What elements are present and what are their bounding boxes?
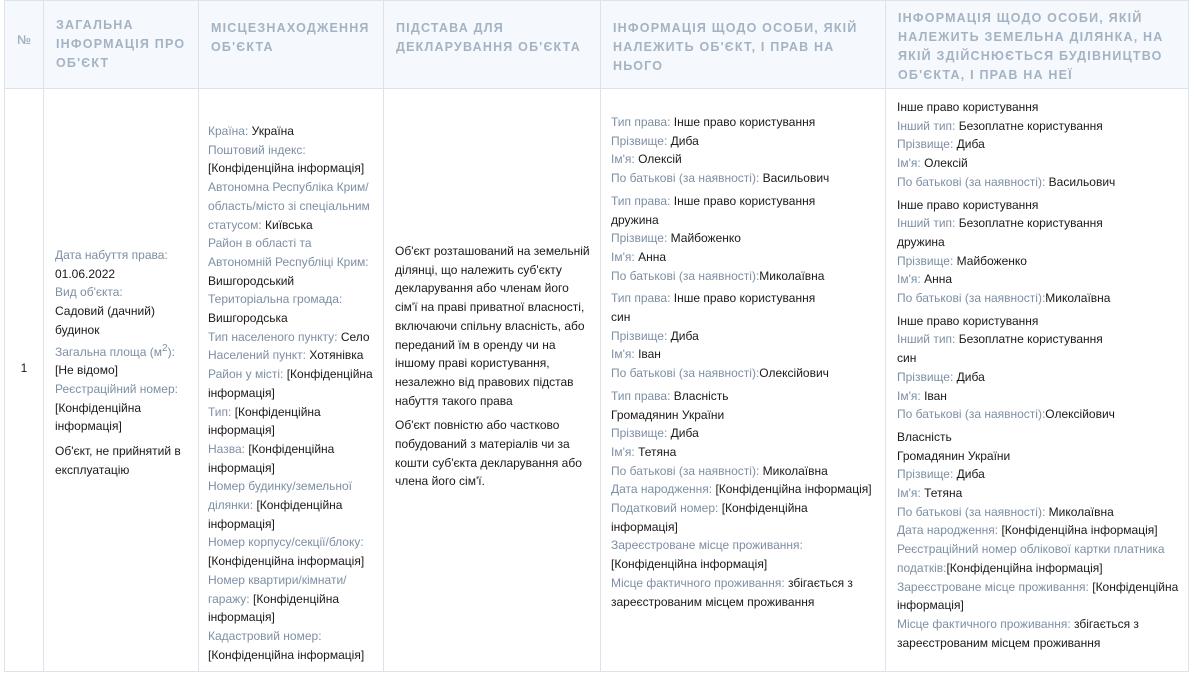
land-entry: Власність Громадянин України Прізвище: Диба Ім'я: Тетяна По батькові (за наявності): Миколаївна Дата народження: [Конфіденційна інформація] Реєстраційний номер облікової картки платника податків:[Конфіденційна інформація] Зареєстроване місце проживання: [Конфіденційна інформація] Місце фактичного проживання: збігається з зареєстрованим місцем проживання bbox=[897, 429, 1179, 650]
owner-entry: Тип права: Інше право користування син Прізвище: Диба Ім'я: Іван По батькові (за наявності):Олексійович bbox=[611, 291, 829, 381]
header-general-info: ЗАГАЛЬНА ІНФОРМАЦІЯ ПРО ОБ'ЄКТ bbox=[44, 1, 199, 89]
header-basis: ПІДСТАВА ДЛЯ ДЕКЛАРУВАННЯ ОБ'ЄКТА bbox=[384, 1, 601, 89]
owner-info-cell bbox=[601, 89, 886, 672]
header-land-info: ІНФОРМАЦІЯ ЩОДО ОСОБИ, ЯКІЙ НАЛЕЖИТЬ ЗЕМЕЛЬНА ДІЛЯНКА, НА ЯКІЙ ЗДІЙСНЮЄТЬСЯ БУДІВНИЦТВО ОБ'ЄКТА, І ПРАВ НА НЕЇ bbox=[886, 1, 1189, 89]
land-info-cell bbox=[886, 89, 1189, 672]
declaration-table bbox=[4, 0, 1189, 672]
location-cell: Країна: Україна Поштовий індекс: [Конфіденційна інформація] Автономна Республіка Крим/ область/місто зі спеціальним статусом: Київська Район в області та Автономній Республіці Крим: Вишгородський Територіальна громада: Вишгородська Тип населеного пункту: Село Населений пункт: Хотянівка Район у місті: [Конфіденційна інформація] Тип: [Конфіденційна інформація] Назва: [Конфіденційна інформація] Номер будинку/земельної ділянки: [Конфіденційна інформація] Номер корпусу/секції/блоку: [Конфіденційна інформація] Номер квартири/кімнати/ гаражу: [Конфіденційна інформація] Кадастровий номер: [Конфіденційна інформація] bbox=[199, 89, 384, 672]
land-entry: Інше право користування Інший тип: Безоплатне користування Прізвище: Диба Ім'я: Олексій По батькові (за наявності): Васильович bbox=[897, 100, 1116, 189]
general-info-cell: Дата набуття права: 01.06.2022 Вид об'єкта: Садовий (дачний) будинок Загальна площа $(м^2)$: [Не відомо] Реєстраційний номер: [Конфіденційна інформація] Об'єкт, не прийнятий в експлуатацію bbox=[44, 89, 199, 672]
owner-entry: Тип права: Власність Громадянин України Прізвище: Диба Ім'я: Тетяна По батькові (за наявності): Миколаївна Дата народження: [Конфіденційна інформація] Податковий номер: [Конфіденційна інформація] Зареєстроване місце проживання: [Конфіденційна інформація] Місце фактичного проживання: збігається з зареєстрованим місцем проживання bbox=[611, 388, 872, 609]
land-entry: Інше право користування Інший тип: Безоплатне користування дружина Прізвище: Майбоженко Ім'я: Анна По батькові (за наявності):Миколаївна bbox=[897, 197, 1111, 306]
basis-cell: Об'єкт розташований на земельній ділянці, що належить суб'єкту декларування або членам його сім'ї на праві приватної власності, включаючи спільну власність, або переданий їм в оренду чи на іншому праві користування, незалежно від правових підстав набуття такого права Об'єкт повністю або частково побудований з матеріалів чи за кошти суб'єкта декларування або члена його сім'ї. bbox=[384, 89, 601, 672]
table-row bbox=[5, 89, 1189, 672]
land-entry: Інше право користування Інший тип: Безоплатне користування син Прізвище: Диба Ім'я: Іван По батькові (за наявності):Олексійович bbox=[897, 313, 1115, 422]
table-header-row bbox=[5, 1, 1189, 89]
header-owner-info: ІНФОРМАЦІЯ ЩОДО ОСОБИ, ЯКІЙ НАЛЕЖИТЬ ОБ'ЄКТ, І ПРАВ НА НЬОГО bbox=[601, 1, 886, 89]
header-location: МІСЦЕЗНАХОДЖЕННЯ ОБ'ЄКТА bbox=[199, 1, 384, 89]
owner-entry: Тип права: Інше право користування Прізвище: Диба Ім'я: Олексій По батькові (за наявності): Васильович bbox=[611, 115, 830, 186]
header-number: № bbox=[5, 1, 44, 89]
row-number-cell: 1 bbox=[5, 89, 44, 672]
owner-entry: Тип права: Інше право користування дружина Прізвище: Майбоженко Ім'я: Анна По батькові (за наявності):Миколаївна bbox=[611, 193, 825, 283]
